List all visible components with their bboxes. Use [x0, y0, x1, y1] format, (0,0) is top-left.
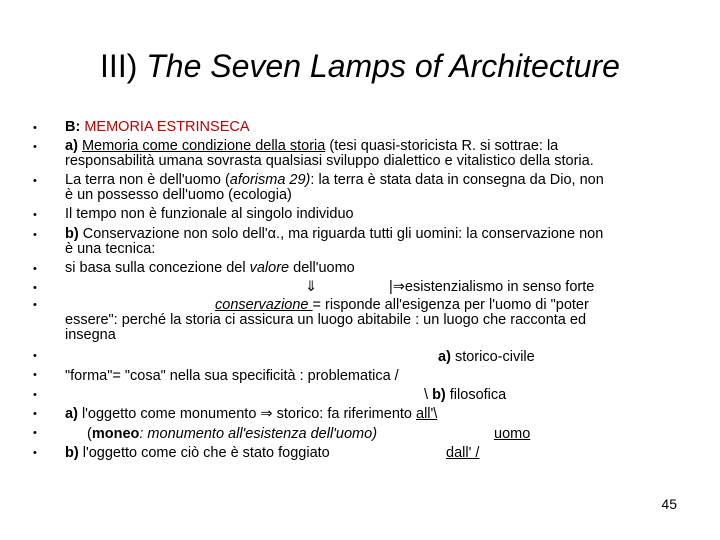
point-forma-cosa: "forma"= "cosa" nella sua specificità : problematica / [65, 368, 399, 384]
down-arrow-icon: ⇓ [305, 279, 318, 295]
bullet: • [33, 209, 37, 221]
bullet: • [33, 175, 37, 187]
slide-title: III) The Seven Lamps of Architecture [100, 48, 620, 84]
bullet: • [33, 389, 37, 401]
point-foggiato: b) l'oggetto come ciò che è stato foggiato dall' / [65, 445, 480, 461]
point-tempo: Il tempo non è funzionale al singolo individuo [65, 206, 354, 222]
point-memoria-storia: a) Memoria come condizione della storia (tesi quasi-storicista R. si sottrae: la responsabilità umana sovrasta qualsiasi sviluppo dialettico e vitalistico della storia. [65, 138, 594, 169]
point-valore: si basa sulla concezione del valore dell'uomo [65, 260, 355, 276]
bullet: • [33, 350, 37, 362]
point-conservazione: b) Conservazione non solo dell'α., ma riguarda tutti gli uomini: la conservazione non è una tecnica: [65, 226, 604, 257]
bullet: • [33, 408, 37, 420]
point-conservazione-esigenza: conservazione = risponde all'esigenza per l'uomo di "poter essere": perché la storia ci assicura un luogo abitabile : un luogo che racconta ed insegna [65, 297, 589, 343]
bullet: • [33, 229, 37, 241]
point-moneo: (moneo: monumento all'esistenza dell'uomo) uomo [87, 426, 531, 442]
point-terra: La terra non è dell'uomo (aforisma 29): la terra è stata data in consegna da Dio, non è un possesso dell'uomo (ecologia) [65, 172, 604, 203]
bullet: • [33, 141, 37, 153]
bullet: • [33, 447, 37, 459]
bullet: • [33, 299, 37, 311]
bullet: • [33, 369, 37, 381]
bullet: • [33, 122, 37, 134]
bullet: • [33, 427, 37, 439]
bullet: • [33, 282, 37, 294]
heading-memoria-estrinseca: B: MEMORIA ESTRINSECA [65, 119, 250, 135]
bullet: • [33, 263, 37, 275]
page-number: 45 [661, 496, 677, 512]
point-monumento: a) l'oggetto come monumento ⇒ storico: fa riferimento all'\ [65, 406, 438, 422]
